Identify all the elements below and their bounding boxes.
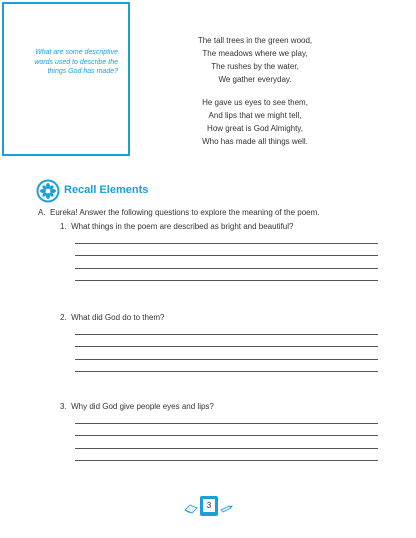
poem-line: How great is God Almighty, — [207, 124, 303, 133]
poem — [175, 34, 335, 158]
poem-stanza — [175, 34, 335, 86]
answer-line[interactable] — [75, 256, 378, 269]
section-title: Recall Elements — [64, 184, 149, 196]
question-1: 1. What things in the poem are described as bright and beautiful? — [60, 222, 294, 231]
page-number-badge — [200, 496, 218, 516]
page-number: 3 — [203, 499, 215, 512]
answer-line[interactable] — [75, 360, 378, 373]
answer-line[interactable] — [75, 322, 378, 335]
poem-line: The rushes by the water, — [211, 62, 299, 71]
exercise-instruction: A. Eureka! Answer the following questions to explore the meaning of the poem. — [38, 208, 320, 217]
poem-line: He gave us eyes to see them, — [202, 98, 308, 107]
poem-line: The tall trees in the green wood, — [197, 36, 313, 45]
page-footer — [184, 496, 234, 522]
poem-stanza — [175, 96, 335, 148]
thinking-prompt-text: What are some descriptive words used to describe the things God has made? — [34, 49, 118, 75]
poem-line: We gather everyday. — [218, 75, 292, 84]
answer-lines-1 — [75, 231, 378, 281]
answer-line[interactable] — [75, 347, 378, 360]
answer-line[interactable] — [75, 231, 378, 244]
answer-line[interactable] — [75, 424, 378, 437]
poem-line: Who has made all things well. — [202, 137, 308, 146]
answer-line[interactable] — [75, 244, 378, 257]
eraser-icon — [184, 504, 198, 514]
question-2: 2. What did God do to them? — [60, 313, 165, 322]
answer-line[interactable] — [75, 436, 378, 449]
question-3: 3. Why did God give people eyes and lips? — [60, 402, 214, 411]
answer-line[interactable] — [75, 411, 378, 424]
answer-line[interactable] — [75, 269, 378, 282]
flower-icon — [36, 179, 60, 203]
answer-lines-3 — [75, 411, 378, 461]
poem-line: And lips that we might tell, — [208, 111, 302, 120]
answer-lines-2 — [75, 322, 378, 372]
answer-line[interactable] — [75, 449, 378, 462]
pencil-icon — [220, 505, 234, 513]
thinking-prompt-box — [2, 2, 130, 156]
answer-line[interactable] — [75, 335, 378, 348]
poem-line: The meadows where we play, — [202, 49, 308, 58]
